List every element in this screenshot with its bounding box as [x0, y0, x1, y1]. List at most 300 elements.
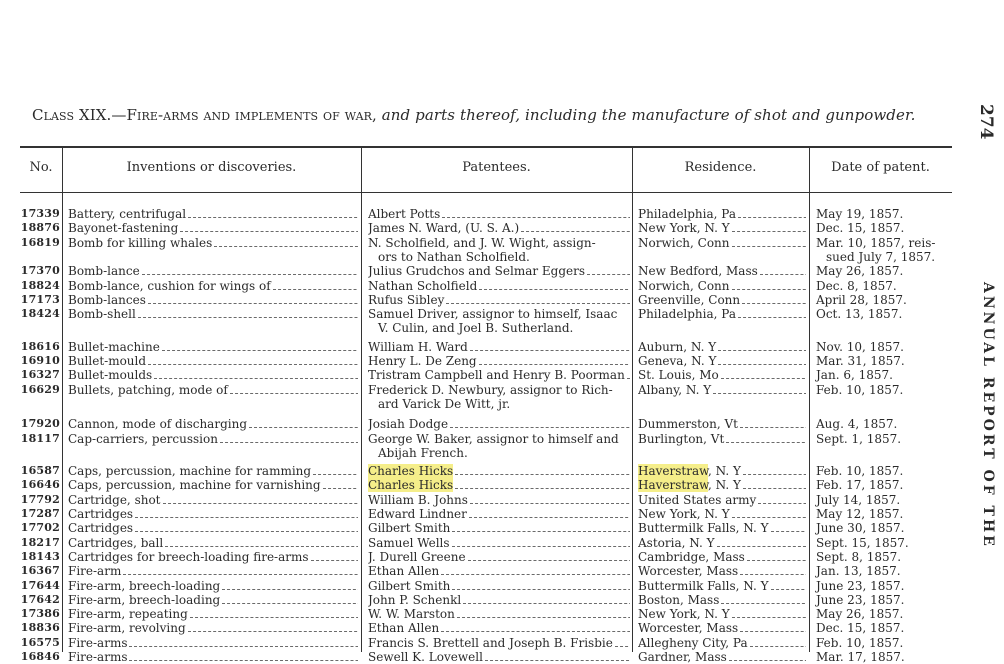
leader-dots [323, 480, 358, 489]
patentee-text: Julius Grudchos and Selmar Eggers [368, 264, 586, 279]
patentee-text: Ethan Allen [368, 564, 440, 579]
residence-text: Astoria, N. Y [638, 535, 715, 550]
invention-text: Cartridges [68, 507, 134, 521]
patent-date [816, 621, 966, 635]
date-text: July 14, 1857. [816, 492, 901, 507]
date-text: Oct. 13, 1857. [816, 307, 903, 322]
leader-dots [742, 295, 806, 304]
patentee-name [368, 417, 630, 431]
date-text: Dec. 15, 1857. [816, 221, 905, 236]
patentee-text: Francis S. Brettell and Joseph B. Frisbie [368, 635, 613, 650]
patent-number: 17920 [20, 417, 60, 431]
residence-text: New York, N. Y [638, 221, 730, 236]
patentee-text: Samuel Wells [368, 535, 450, 550]
invention-name [68, 593, 358, 607]
patentee-name [368, 383, 630, 411]
invention-text: Bullet-mould [68, 354, 147, 368]
leader-dots [446, 295, 630, 304]
patentee-text: Frederick D. Newbury, assignor to Rich- [368, 382, 613, 397]
leader-dots [771, 523, 806, 532]
patent-number: 16575 [20, 635, 60, 649]
patent-date [816, 521, 966, 535]
class-title [32, 106, 952, 124]
residence [638, 279, 806, 293]
residence [638, 340, 806, 354]
leader-dots [738, 209, 806, 218]
leader-dots [190, 609, 358, 618]
invention-name [68, 493, 358, 507]
leader-dots [222, 595, 358, 604]
patentee-name [368, 493, 630, 507]
residence-text: Greenville, Conn [638, 292, 741, 307]
patent-date [816, 650, 966, 664]
residence [638, 507, 806, 521]
residence [638, 383, 806, 397]
residence-text: New York, N. Y [638, 607, 730, 622]
invention-name [68, 607, 358, 621]
leader-dots [771, 581, 806, 590]
patent-date [816, 340, 966, 354]
leader-dots [441, 623, 630, 632]
residence [638, 293, 806, 307]
patent-date [816, 221, 966, 235]
invention-name [68, 550, 358, 564]
residence [638, 307, 806, 321]
leader-dots [165, 538, 358, 547]
patent-number: 16846 [20, 650, 60, 663]
patentee-name [368, 236, 630, 264]
residence-text: Worcester, Mass [638, 621, 739, 636]
residence [638, 207, 806, 221]
date-text: June 30, 1857. [816, 521, 905, 536]
patentee-text: Gilbert Smith [368, 521, 451, 536]
leader-dots [135, 509, 358, 518]
leader-dots [587, 266, 630, 275]
patent-date [816, 293, 966, 307]
leader-dots [479, 281, 630, 290]
patentee-name [368, 650, 630, 664]
invention-text: Fire-arm, breech-loading [68, 592, 221, 607]
invention-text: Cartridge, shot [68, 492, 161, 507]
header-inventions: Inventions or discoveries. [126, 160, 297, 175]
residence [638, 368, 806, 382]
patent-date [816, 493, 966, 507]
invention-name [68, 264, 358, 278]
header-no: No. [29, 160, 53, 175]
patent-number: 16910 [20, 354, 60, 367]
patent-number: 18824 [20, 278, 60, 292]
leader-dots [760, 266, 806, 275]
patentee-text: Ethan Allen [368, 621, 440, 636]
invention-name [68, 279, 358, 293]
invention-name [68, 354, 358, 368]
patentee-text: William H. Ward [368, 339, 468, 354]
patentee-name [368, 307, 630, 335]
patentee-text: Rufus Sibley [368, 292, 445, 307]
leader-dots [713, 385, 806, 394]
patent-date [816, 432, 966, 446]
leader-dots [129, 638, 358, 647]
patentee-name [368, 264, 630, 278]
col-divider-3 [632, 148, 633, 652]
patent-date [816, 207, 966, 221]
patentee-name [368, 279, 630, 293]
residence [638, 478, 806, 492]
invention-text: Fire-arm, breech-loading [68, 578, 221, 593]
date-text: Dec. 8, 1857. [816, 278, 897, 293]
residence [638, 236, 806, 250]
patent-date [816, 368, 966, 382]
patentee-name [368, 621, 630, 635]
col-divider-2 [361, 148, 362, 652]
patentee-text: James N. Ward, (U. S. A.) [368, 221, 520, 236]
residence-text: Norwich, Conn [638, 235, 730, 250]
leader-dots [442, 209, 630, 218]
date-text: June 23, 1857. [816, 592, 905, 607]
leader-dots [123, 566, 358, 575]
date-text: Feb. 10, 1857. [816, 464, 904, 479]
date-text: Sept. 8, 1857. [816, 549, 902, 564]
invention-name [68, 478, 358, 492]
patent-date [816, 236, 966, 264]
leader-dots [750, 638, 806, 647]
leader-dots [214, 238, 358, 247]
invention-name [68, 636, 358, 650]
invention-text: Caps, percussion, machine for varnishing [68, 478, 321, 493]
patent-number: 16819 [20, 235, 60, 249]
residence [638, 354, 806, 368]
table-top-rule [20, 146, 952, 148]
leader-dots [188, 623, 358, 632]
patent-date [816, 593, 966, 607]
patent-number: 16327 [20, 368, 60, 382]
residence-text: New Bedford, Mass [638, 264, 758, 279]
leader-dots [470, 342, 630, 351]
leader-dots [479, 356, 630, 365]
residence [638, 536, 806, 550]
leader-dots [521, 223, 630, 232]
patent-number: 17339 [20, 207, 60, 220]
class-title-italic: and parts thereof, including the manufacture of shot and gunpowder. [376, 106, 916, 124]
invention-name [68, 650, 358, 664]
invention-name [68, 536, 358, 550]
leader-dots [148, 356, 358, 365]
patent-number: 17287 [20, 507, 60, 520]
leader-dots [729, 652, 806, 661]
patent-date [816, 264, 966, 278]
leader-dots [732, 238, 806, 247]
leader-dots [154, 370, 358, 379]
leader-dots [743, 466, 806, 475]
leader-dots [717, 538, 806, 547]
leader-dots [627, 370, 630, 379]
patent-number: 18143 [20, 549, 60, 563]
residence-text: Philadelphia, Pa [638, 207, 736, 221]
leader-dots [721, 595, 806, 604]
patentee-name [368, 593, 630, 607]
leader-dots [732, 223, 806, 232]
leader-dots [180, 223, 358, 232]
patentee-text: Josiah Dodge [368, 417, 449, 432]
residence-text: Dummerston, Vt [638, 417, 738, 432]
patent-date [816, 536, 966, 550]
leader-dots [718, 342, 806, 351]
residence [638, 593, 806, 607]
patent-date [816, 354, 966, 368]
residence [638, 432, 806, 446]
patent-number: 16367 [20, 564, 60, 578]
residence [638, 607, 806, 621]
leader-dots [452, 523, 630, 532]
date-text: Mar. 31, 1857. [816, 354, 905, 368]
leader-dots [732, 281, 806, 290]
patentee-name [368, 550, 630, 564]
leader-dots [721, 370, 806, 379]
leader-dots [220, 434, 358, 443]
residence-text: Boston, Mass [638, 592, 720, 607]
patent-number: 17642 [20, 592, 60, 606]
invention-name [68, 621, 358, 635]
invention-text: Bomb-lance [68, 264, 140, 279]
invention-text: Cartridges, ball [68, 535, 164, 550]
patent-date [816, 507, 966, 521]
invention-text: Bomb-lances [68, 292, 146, 307]
invention-text: Battery, centrifugal [68, 207, 187, 221]
date-text: Feb. 10, 1857. [816, 635, 904, 650]
leader-dots [230, 385, 358, 394]
residence [638, 521, 806, 535]
leader-dots [450, 419, 630, 428]
patentee-text: Henry L. De Zeng [368, 354, 477, 368]
residence-text: Cambridge, Mass [638, 549, 745, 564]
residence-highlight: Haverstraw [638, 478, 708, 493]
patent-number: 17644 [20, 578, 60, 592]
patentee-text: Charles Hicks [368, 478, 454, 493]
patentee-text: Edward Lindner [368, 507, 467, 521]
patentee-text-cont: ors to Nathan Scholfield. [378, 249, 530, 264]
residence-text: , N. Y [707, 478, 741, 493]
residence-text: Norwich, Conn [638, 278, 730, 293]
invention-name [68, 521, 358, 535]
invention-text: Bomb-lance, cushion for wings of [68, 278, 271, 293]
leader-dots [470, 495, 630, 504]
residence-text: Albany, N. Y [638, 382, 712, 397]
class-title-caps: Fire-arms and implements of war, [126, 106, 377, 124]
leader-dots [615, 638, 630, 647]
patent-number: 18117 [20, 431, 60, 445]
leader-dots [740, 623, 806, 632]
patentee-name [368, 579, 630, 593]
residence-text: Gardner, Mass [638, 650, 727, 664]
leader-dots [222, 581, 358, 590]
residence-text: Philadelphia, Pa [638, 307, 736, 322]
invention-name [68, 307, 358, 321]
residence-text: Worcester, Mass [638, 564, 739, 579]
invention-text: Cap-carriers, percussion [68, 431, 218, 446]
leader-dots [743, 480, 806, 489]
date-text: Jan. 6, 1857. [816, 368, 893, 383]
patentee-text: Charles Hicks [368, 464, 454, 479]
running-head: ANNUAL REPORT OF THE [980, 282, 996, 549]
patentee-text: William B. Johns [368, 492, 468, 507]
leader-dots [463, 595, 630, 604]
patentee-name [368, 354, 630, 368]
residence [638, 417, 806, 431]
date-text: Nov. 10, 1857. [816, 339, 904, 354]
patentee-text: N. Scholfield, and J. W. Wight, assign- [368, 235, 596, 250]
date-text: May 12, 1857. [816, 507, 904, 521]
date-text: Sept. 1, 1857. [816, 431, 902, 446]
residence-text: Buttermilk Falls, N. Y [638, 578, 769, 593]
leader-dots [138, 309, 358, 318]
residence-text: Allegheny City, Pa [638, 635, 748, 650]
leader-dots [732, 509, 806, 518]
date-text: May 19, 1857. [816, 207, 904, 221]
leader-dots [148, 295, 358, 304]
leader-dots [718, 356, 806, 365]
leader-dots [452, 581, 630, 590]
leader-dots [129, 652, 358, 661]
leader-dots [469, 509, 630, 518]
patent-number: 16587 [20, 464, 60, 478]
leader-dots [468, 552, 630, 561]
residence-text: Burlington, Vt [638, 431, 725, 446]
leader-dots [455, 480, 630, 489]
residence-text: Geneva, N. Y [638, 354, 717, 368]
date-text: May 26, 1857. [816, 264, 904, 279]
patent-number: 17173 [20, 292, 60, 306]
patentee-text: Albert Potts [368, 207, 441, 221]
patent-number: 18836 [20, 621, 60, 635]
patent-date [816, 279, 966, 293]
patentee-text: Samuel Driver, assignor to himself, Isaac [368, 307, 618, 322]
patentee-text: W. W. Marston [368, 607, 455, 622]
patent-number: 17702 [20, 521, 60, 535]
patentee-text-cont: Abijah French. [378, 445, 468, 460]
patentee-text: Tristram Campbell and Henry B. Poorman [368, 368, 625, 383]
leader-dots [441, 566, 630, 575]
leader-dots [163, 495, 359, 504]
residence [638, 564, 806, 578]
patentee-text: John P. Schenkl [368, 592, 462, 607]
patent-date [816, 478, 966, 492]
patent-number: 18217 [20, 535, 60, 549]
patent-date [816, 550, 966, 564]
patentee-name [368, 521, 630, 535]
patentee-name [368, 221, 630, 235]
invention-text: Caps, percussion, machine for ramming [68, 464, 312, 479]
patentee-text: Sewell K. Lovewell [368, 650, 483, 664]
date-text: June 23, 1857. [816, 578, 905, 593]
invention-name [68, 368, 358, 382]
residence [638, 493, 806, 507]
invention-text: Bayonet-fastening [68, 221, 179, 236]
invention-text: Cannon, mode of discharging [68, 417, 248, 432]
leader-dots [188, 209, 358, 218]
leader-dots [740, 419, 806, 428]
invention-text: Fire-arm [68, 564, 122, 579]
date-text: Feb. 17, 1857. [816, 478, 904, 493]
patent-date [816, 307, 966, 321]
patent-number: 17792 [20, 492, 60, 506]
leader-dots [455, 466, 630, 475]
residence-text: New York, N. Y [638, 507, 730, 521]
invention-name [68, 564, 358, 578]
class-title-prefix: Class XIX.— [32, 106, 127, 124]
date-text: Feb. 10, 1857. [816, 382, 904, 397]
patent-date [816, 564, 966, 578]
patentee-text: George W. Baker, assignor to himself and [368, 431, 619, 446]
leader-dots [732, 609, 806, 618]
invention-name [68, 383, 358, 397]
date-text: May 26, 1857. [816, 607, 904, 622]
header-residence: Residence. [684, 160, 757, 175]
col-divider-4 [809, 148, 810, 652]
patent-number: 18424 [20, 307, 60, 321]
patentee-name [368, 207, 630, 221]
leader-dots [273, 281, 358, 290]
invention-name [68, 579, 358, 593]
patentee-name [368, 464, 630, 478]
invention-name [68, 236, 358, 250]
residence [638, 464, 806, 478]
patentee-text-cont: ard Varick De Witt, jr. [378, 396, 511, 411]
patentee-name [368, 636, 630, 650]
patentee-name [368, 564, 630, 578]
invention-text: Cartridges for breech-loading fire-arms [68, 549, 309, 564]
col-divider-1 [62, 148, 63, 652]
invention-name [68, 207, 358, 221]
leader-dots [452, 538, 630, 547]
patent-date [816, 464, 966, 478]
invention-text: Fire-arm, repeating [68, 607, 188, 622]
residence-text: United States army [638, 492, 757, 507]
leader-dots [747, 552, 806, 561]
invention-text: Fire-arms [68, 635, 128, 650]
date-text: Mar. 17, 1857. [816, 650, 905, 664]
invention-text: Bullets, patching, mode of [68, 382, 228, 397]
date-text: Aug. 4, 1857. [816, 417, 898, 432]
patentee-text: Nathan Scholfield [368, 278, 478, 293]
residence-text: , N. Y [707, 464, 741, 479]
residence [638, 636, 806, 650]
page-number: 274 [976, 104, 996, 140]
leader-dots [135, 523, 358, 532]
residence [638, 579, 806, 593]
leader-dots [313, 466, 358, 475]
leader-dots [758, 495, 806, 504]
residence [638, 264, 806, 278]
leader-dots [142, 266, 358, 275]
invention-name [68, 417, 358, 431]
invention-name [68, 293, 358, 307]
residence-text: St. Louis, Mo [638, 368, 719, 383]
patentee-name [368, 340, 630, 354]
date-text: April 28, 1857. [816, 292, 907, 307]
patent-date [816, 579, 966, 593]
residence [638, 221, 806, 235]
leader-dots [485, 652, 630, 661]
patent-date [816, 383, 966, 397]
leader-dots [740, 566, 806, 575]
leader-dots [249, 419, 358, 428]
patentee-name [368, 293, 630, 307]
leader-dots [457, 609, 630, 618]
date-text: Jan. 13, 1857. [816, 564, 901, 579]
invention-name [68, 340, 358, 354]
leader-dots [738, 309, 806, 318]
header-date: Date of patent. [831, 160, 930, 175]
